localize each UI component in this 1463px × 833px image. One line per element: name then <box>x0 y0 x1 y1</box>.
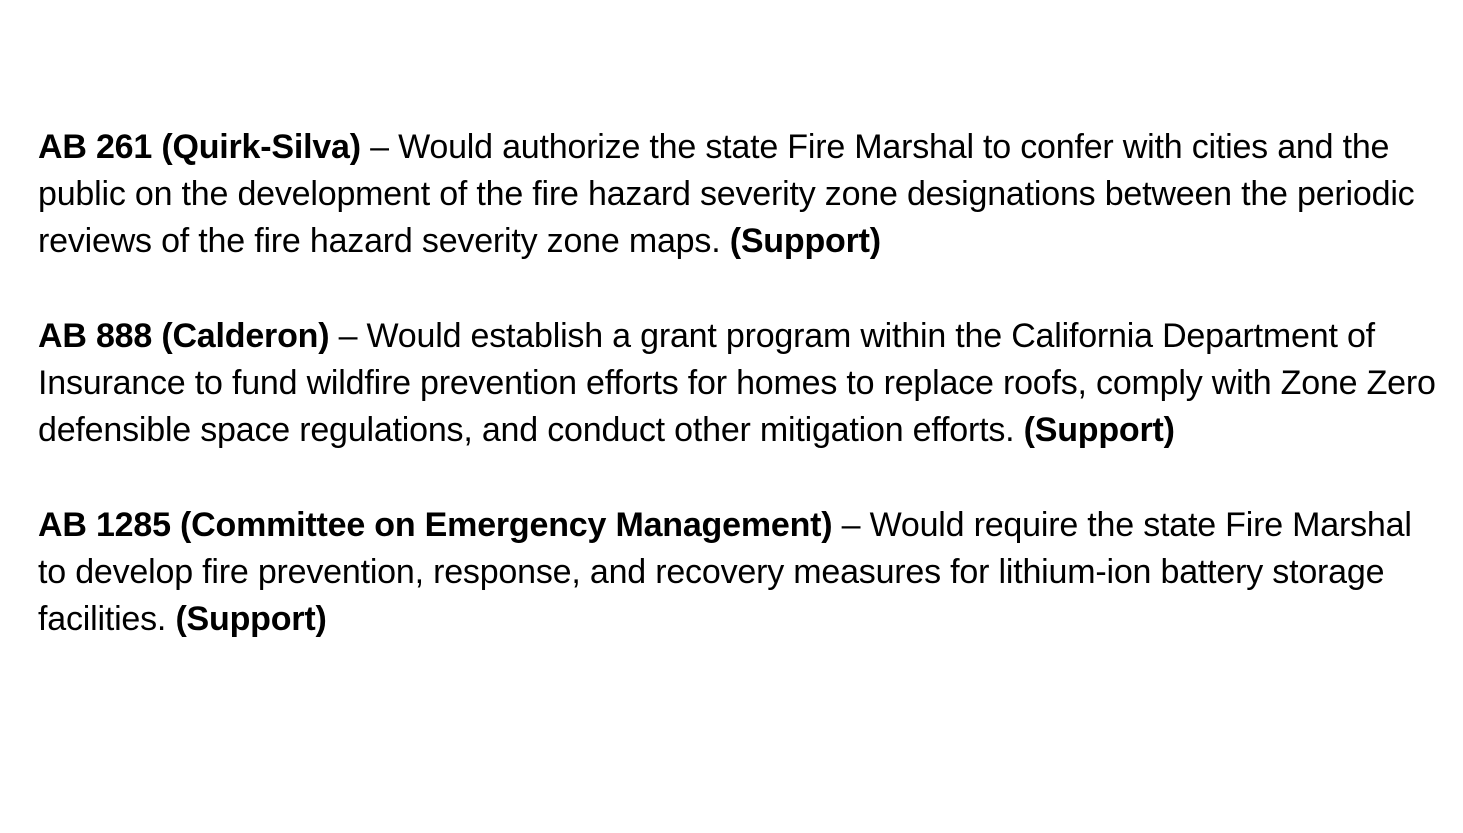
bill-description: Would require the state Fire Marshal to develop fire prevention, response, and recovery measures for lithium-ion battery storage facilities. <box>38 506 1412 638</box>
bill-separator: – <box>329 317 367 355</box>
bill-title: AB 1285 (Committee on Emergency Management) <box>38 506 833 544</box>
bill-separator: – <box>360 128 399 166</box>
bill-description: Would establish a grant program within the California Department of Insurance to fund wildfire prevention efforts for homes to replace roofs, comply with Zone Zero defensible space regulations, and conduct other mitigation efforts. <box>38 317 1436 449</box>
bill-entry-ab-261 <box>38 124 1438 265</box>
bill-separator: – <box>832 506 870 544</box>
bill-list <box>38 124 1438 691</box>
bill-position: (Support) <box>175 600 327 638</box>
bill-title: AB 888 (Calderon) <box>38 317 330 355</box>
bill-position: (Support) <box>729 222 881 260</box>
bill-entry-ab-1285 <box>38 502 1438 643</box>
bill-position: (Support) <box>1023 411 1175 449</box>
bill-title: AB 261 (Quirk-Silva) <box>38 128 361 166</box>
bill-description: Would authorize the state Fire Marshal to confer with cities and the public on the development of the fire hazard severity zone designations between the periodic reviews of the fire hazard severity zone maps. <box>38 128 1415 260</box>
bill-entry-ab-888 <box>38 313 1438 454</box>
